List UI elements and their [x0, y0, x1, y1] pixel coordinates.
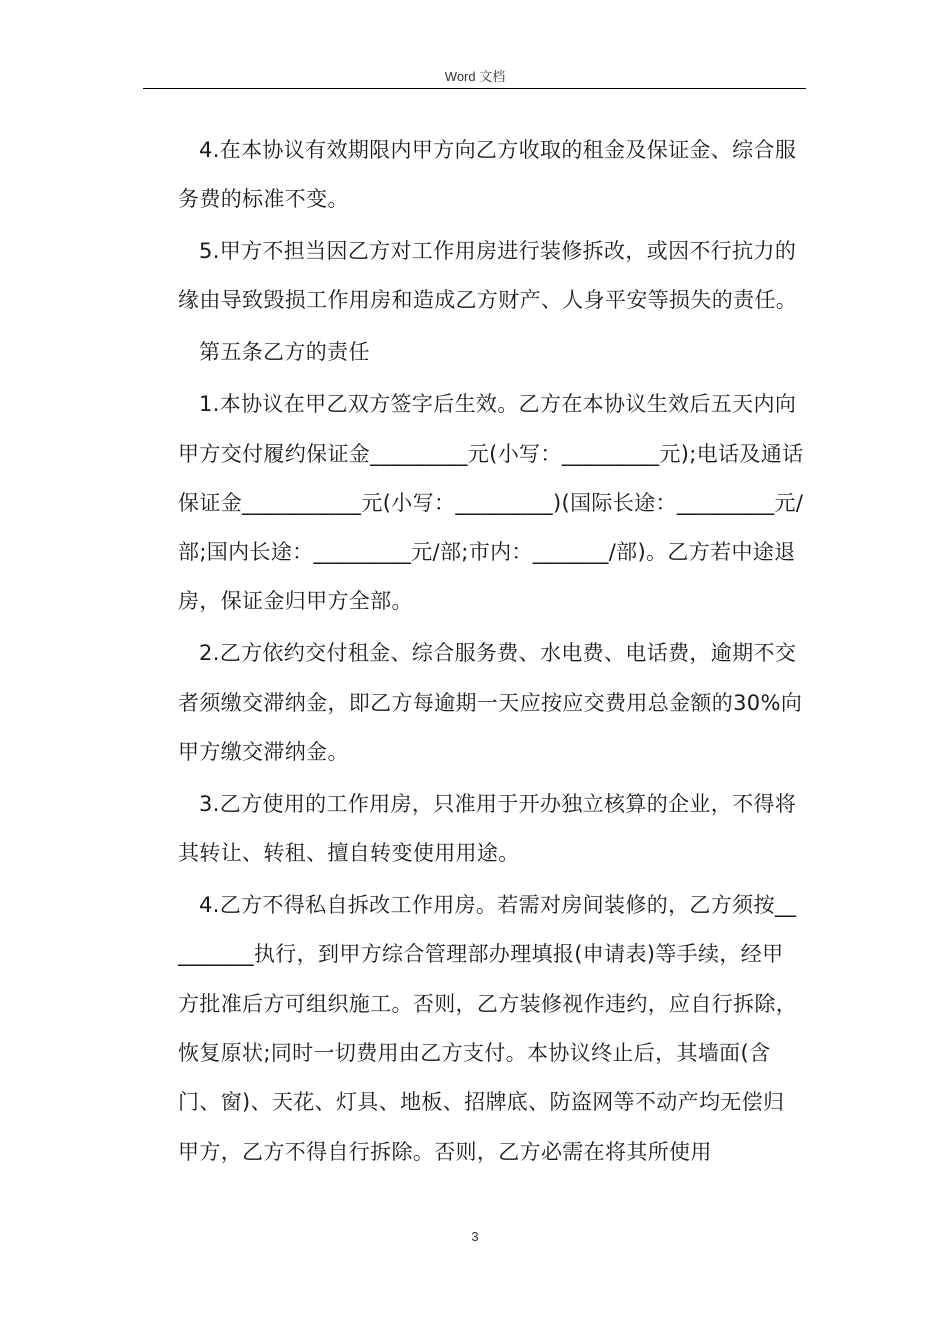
paragraph-clause-5-3: 3.乙方使用的工作用房，只准用于开办独立核算的企业，不得将其转让、转租、擅自转变使用用途。 — [178, 791, 797, 866]
paragraph-clause-4-4: 4.在本协议有效期限内甲方向乙方收取的租金及保证金、综合服务费的标准不变。 — [178, 138, 797, 212]
paragraph-clause-5-4: 4.乙方不得私自拆改工作用房。若需对房间装修的，乙方须按_________执行，到甲方综合管理部办理填报(申请表)等手续，经甲方批准后方可组织施工。否则，乙方装修视作违约，应自行拆除，恢复原状;同时一切费用由乙方支付。本协议终止后，其墙面(含门、窗)、天花、灯具、地板、招牌底、防盗网等不动产均无偿归甲方，乙方不得自行拆除。否则，乙方必需在将其所使用 — [178, 893, 798, 1164]
page-header: Word 文档 — [444, 69, 506, 84]
paragraph-clause-5-1: 1.本协议在甲乙双方签字后生效。乙方在本协议生效后五天内向甲方交付履约保证金_________元(小写：_________元);电话及通话保证金___________元(小写：_________)(国际长途：_________元/部;国内长途：_________元/部;市内：_______/部)。乙方若中途退房，保证金归甲方全部。 — [178, 392, 804, 614]
section-heading-article-5: 第五条乙方的责任 — [199, 340, 370, 365]
paragraph-clause-4-5: 5.甲方不担当因乙方对工作用房进行装修拆改，或因不行抗力的缘由导致毁损工作用房和造成乙方财产、人身平安等损失的责任。 — [178, 239, 798, 313]
page-number: 3 — [471, 1229, 479, 1244]
header-divider — [143, 88, 806, 89]
paragraph-clause-5-2: 2.乙方依约交付租金、综合服务费、水电费、电话费，逾期不交者须缴交滞纳金，即乙方每逾期一天应按应交费用总金额的30%向甲方缴交滞纳金。 — [178, 641, 803, 764]
document-body — [178, 126, 804, 1179]
